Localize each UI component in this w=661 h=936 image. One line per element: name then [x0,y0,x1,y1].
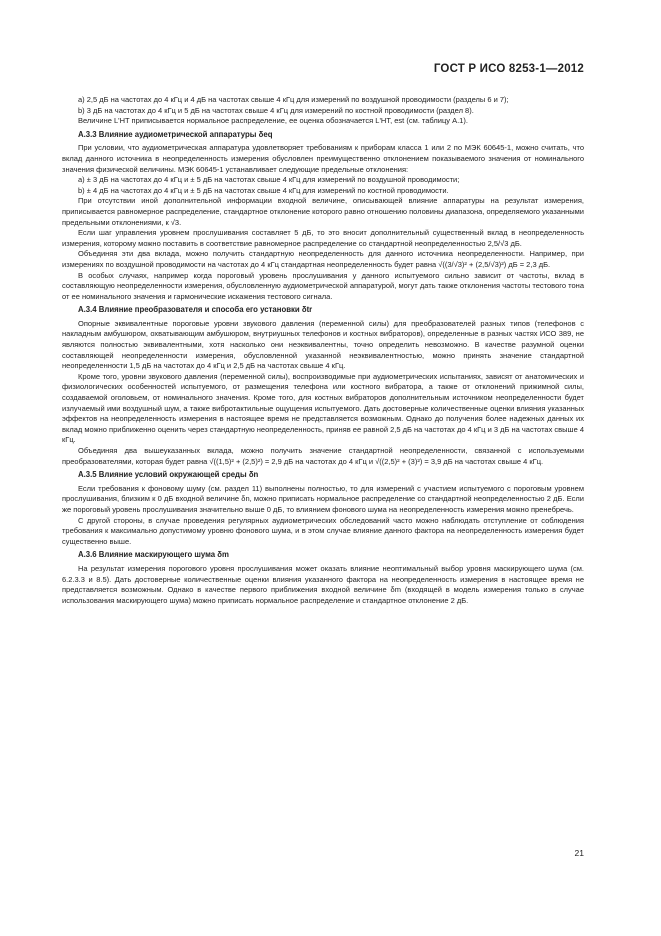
list-item-b: b) 3 дБ на частотах до 4 кГц и 5 дБ на частотах свыше 4 кГц для измерений по костной проводимости (раздел 8). [78,105,474,115]
paragraph: Объединяя два вышеуказанных вклада, можно получить значение стандартной неопределенности, связанной с используемыми преобразователями, которая будет равна √((1,5)² + (2,5)²) = 2,9 дБ на частотах до 4 кГц и √((2,5)² + (3)²) = 3,9 дБ на частотах свыше 4 кГц. [62,446,584,466]
paragraph: Опорные эквивалентные пороговые уровни звукового давления (переменной силы) для преобразователей разных типов (телефонов с накладным амбушюром, охватывающим амбушюром, внутриушных телефонов и костных вибраторов), определенные в разных частях ИСО 389, не являются полностью эквивалентными, хотя насколько они неэквивалентны, точно определить невозможно. В качестве разумной оценки составляющей неопределенности измерения, обусловленной указанной неэквивалентностью, можно принять значение стандартной неопределенности 1,5 дБ на частотах до 4 кГц и 2,5 дБ на частотах свыше 4 кГц. [62,318,584,371]
paragraph: Объединяя эти два вклада, можно получить стандартную неопределенность для данного источника неопределенности. Например, при измерениях по воздушной проводимости на частотах до 4 кГц стандартная неопределенность будет равна √((3/√3)² + (2,5/√3)²) дБ = 2,3 дБ. [62,249,584,269]
paragraph: Величине L'HT приписывается нормальное распределение, ее оценка обозначается L'HT, est (см. таблицу А.1). [78,116,468,126]
paragraph: С другой стороны, в случае проведения регулярных аудиометрических обследований часто можно наблюдать отступление от соблюдения требования к максимально допустимому уровню фонового шума, и в этом случае влияние данного фактора на неопределенность измерения будет существенно выше. [62,515,584,546]
document-body [62,95,584,606]
paragraph: В особых случаях, например когда пороговый уровень прослушивания у данного испытуемого сильно зависит от частоты, вклад в составляющую неопределенности измерения, обусловленную аудиометрической аппаратурой, могут дать также отклонения частоты тестового тона от ее номинального значения и гармонические искажения тестового сигнала. [62,270,584,301]
list-item-a: а) 2,5 дБ на частотах до 4 кГц и 4 дБ на частотах свыше 4 кГц для измерений по воздушной проводимости (разделы 6 и 7); [78,95,509,104]
list-item-b: b) ± 4 дБ на частотах до 4 кГц и ± 5 дБ на частотах свыше 4 кГц для измерений по костной проводимости. [78,185,449,195]
section-heading-a34: А.3.4 Влияние преобразователя и способа его установки δtr [78,305,313,315]
section-heading-a36: А.3.6 Влияние маскирующего шума δm [78,550,229,560]
section-heading-a33: А.3.3 Влияние аудиометрической аппаратуры δeq [78,129,273,139]
paragraph: Если требования к фоновому шуму (см. раздел 11) выполнены полностью, то для измерений с участием испытуемого с пороговым уровнем прослушивания, близким к 0 дБ входной величине δn, можно приписать нормальное распределение со стандартной неопределенностью 2 дБ. Если же пороговый уровень прослушивания значительно выше 0 дБ, то влиянием фонового шума на неопределенность измерения можно пренебречь. [62,483,584,514]
page-number: 21 [574,848,584,858]
paragraph: Кроме того, уровни звукового давления (переменной силы), воспроизводимые при аудиометрических испытаниях, зависят от анатомических и физиологических особенностей испытуемого, от размещения телефона или костного вибратора, а также от отклонений прижимной силы, создаваемой оголовьем, от номинального значения. Кроме того, для костных вибраторов дополнительным источником неопределенности будет излучаемый ими воздушный шум, а также вибротактильные ощущения испытуемого. Дать достоверные количественные оценки влияния указанных эффектов на неопределенность измерения в настоящее время не представляется возможным. Однако до получения более надежных данных их вклад можно приближенно оценить через стандартную неопределенность, приняв ее равной 2,5 дБ на частотах до 4 кГц и 3 дБ на частотах свыше 4 кГц. [62,371,584,445]
paragraph: Если шаг управления уровнем прослушивания составляет 5 дБ, то это вносит дополнительный существенный вклад в неопределенность измерения, которому можно поставить в соответствие равномерное распределение со стандартной неопределенностью 2,5/√3 дБ. [62,228,584,248]
list-item-a: а) ± 3 дБ на частотах до 4 кГц и ± 5 дБ на частотах свыше 4 кГц для измерений по воздушной проводимости; [78,175,460,185]
paragraph: При отсутствии иной дополнительной информации входной величине, описывающей влияние аппаратуры на результат измерения, приписывается равномерное распределение, стандартное отклонение которого равно отношению половины диапазона, определяемого указанными предельными отклонениями, к √3. [62,196,584,227]
section-heading-a35: А.3.5 Влияние условий окружающей среды δn [78,470,259,480]
document-header: ГОСТ Р ИСО 8253-1—2012 [433,63,584,75]
paragraph: На результат измерения порогового уровня прослушивания может оказать влияние неоптимальный выбор уровня маскирующего шума (см. 6.2.3.3 и 8.5). Дать достоверные количественные оценки влияния указанного фактора на неопределенность измерения в настоящее время не представляется возможным. Однако в качестве первого приближения входной величине δm (входящей в модель измерения только в случае использования маскирующего шума) можно приписать нормальное распределение и стандартное отклонение 2 дБ. [62,563,584,605]
paragraph: При условии, что аудиометрическая аппаратура удовлетворяет требованиям к приборам класса 1 или 2 по МЭК 60645-1, можно считать, что вклад данного источника в неопределенность измерения обусловлен преимущественно отклонением показываемого значения от номинального значения физической величины. МЭК 60645-1 устанавливает следующие предельные отклонения: [62,143,584,174]
